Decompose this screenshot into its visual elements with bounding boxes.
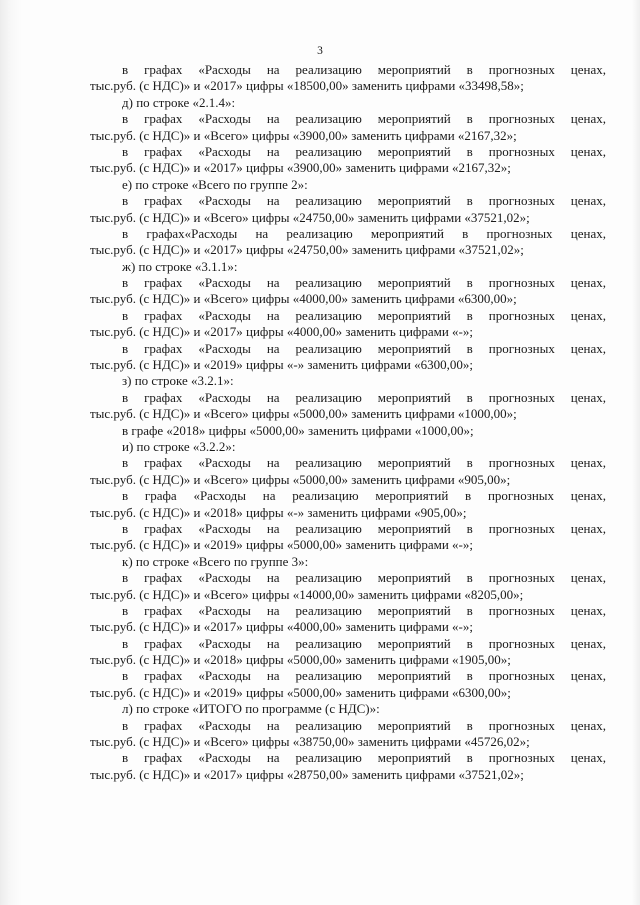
text-line: тыс.руб. (с НДС)» и «Всего» цифры «5000,00» заменить цифрами «905,00»; (90, 471, 511, 487)
text-line: в графах«Расходы на реализацию мероприятий в прогнозных ценах, (122, 225, 606, 241)
text-line: з) по строке «3.2.1»: (122, 373, 234, 389)
text-line: в графах «Расходы на реализацию мероприятий в прогнозных ценах, (122, 62, 606, 77)
text-line: в графах «Расходы на реализацию мероприятий в прогнозных ценах, (122, 602, 606, 618)
text-line: л) по строке «ИТОГО по программе (с НДС)»: (122, 701, 380, 717)
text-line: тыс.руб. (с НДС)» и «2018» цифры «-» заменить цифрами «905,00»; (90, 504, 467, 520)
text-line: в графах «Расходы на реализацию мероприятий в прогнозных ценах, (122, 635, 606, 651)
text-line: тыс.руб. (с НДС)» и «Всего» цифры «3900,00» заменить цифрами «2167,32»; (90, 127, 517, 143)
text-line: в графах «Расходы на реализацию мероприятий в прогнозных ценах, (122, 750, 606, 766)
text-line: тыс.руб. (с НДС)» и «2019» цифры «5000,00» заменить цифрами «-»; (90, 537, 473, 553)
text-line: ж) по строке «3.1.1»: (122, 258, 238, 274)
text-line: в графах «Расходы на реализацию мероприятий в прогнозных ценах, (122, 717, 606, 733)
page-number: 3 (317, 45, 323, 57)
text-line: в графах «Расходы на реализацию мероприятий в прогнозных ценах, (122, 668, 606, 684)
text-line: тыс.руб. (с НДС)» и «Всего» цифры «38750,00» заменить цифрами «45726,02»; (90, 734, 530, 750)
text-line: тыс.руб. (с НДС)» и «2017» цифры «28750,00» заменить цифрами «37521,02»; (90, 766, 524, 782)
text-line: е) по строке «Всего по группе 2»: (122, 176, 308, 192)
text-line: в графах «Расходы на реализацию мероприятий в прогнозных ценах, (122, 340, 606, 356)
text-line: тыс.руб. (с НДС)» и «Всего» цифры «14000,00» заменить цифрами «8205,00»; (90, 586, 524, 602)
text-line: тыс.руб. (с НДС)» и «Всего» цифры «24750,00» заменить цифрами «37521,02»; (90, 209, 530, 225)
text-line: тыс.руб. (с НДС)» и «2017» цифры «4000,00» заменить цифрами «-»; (90, 324, 473, 340)
text-line: в графах «Расходы на реализацию мероприятий в прогнозных ценах, (122, 455, 606, 471)
text-line: тыс.руб. (с НДС)» и «Всего» цифры «4000,00» заменить цифрами «6300,00»; (90, 291, 517, 307)
document-body (90, 62, 606, 783)
text-line: в графа «Расходы на реализацию мероприятий в прогнозных ценах, (122, 488, 606, 504)
text-line: в графах «Расходы на реализацию мероприятий в прогнозных ценах, (122, 520, 606, 536)
text-line: д) по строке «2.1.4»: (122, 94, 236, 110)
text-line: в графах «Расходы на реализацию мероприятий в прогнозных ценах, (122, 570, 606, 586)
text-line: в графах «Расходы на реализацию мероприятий в прогнозных ценах, (122, 143, 606, 159)
text-line: к) по строке «Всего по группе 3»: (122, 553, 309, 569)
text-line: тыс.руб. (с НДС)» и «2017» цифры «24750,00» заменить цифрами «37521,02»; (90, 242, 524, 258)
text-line: в графах «Расходы на реализацию мероприятий в прогнозных ценах, (122, 389, 606, 405)
text-line: тыс.руб. (с НДС)» и «2017» цифры «3900,00» заменить цифрами «2167,32»; (90, 160, 511, 176)
text-line: в графах «Расходы на реализацию мероприятий в прогнозных ценах, (122, 111, 606, 127)
scan-shadow-left (0, 0, 22, 905)
text-line: тыс.руб. (с НДС)» и «Всего» цифры «5000,00» заменить цифрами «1000,00»; (90, 406, 517, 422)
text-line: в графах «Расходы на реализацию мероприятий в прогнозных ценах, (122, 307, 606, 323)
text-line: тыс.руб. (с НДС)» и «2017» цифры «4000,00» заменить цифрами «-»; (90, 619, 473, 635)
text-line: и) по строке «3.2.2»: (122, 438, 236, 454)
text-line: тыс.руб. (с НДС)» и «2019» цифры «-» заменить цифрами «6300,00»; (90, 357, 473, 373)
text-line: в графе «2018» цифры «5000,00» заменить цифрами «1000,00»; (122, 422, 474, 438)
text-line: тыс.руб. (с НДС)» и «2017» цифры «18500,00» заменить цифрами «33498,58»; (90, 78, 524, 94)
text-line: тыс.руб. (с НДС)» и «2019» цифры «5000,00» заменить цифрами «6300,00»; (90, 684, 511, 700)
text-line: тыс.руб. (с НДС)» и «2018» цифры «5000,00» заменить цифрами «1905,00»; (90, 652, 511, 668)
scan-shadow-right (632, 0, 640, 905)
text-line: в графах «Расходы на реализацию мероприятий в прогнозных ценах, (122, 193, 606, 209)
text-line: в графах «Расходы на реализацию мероприятий в прогнозных ценах, (122, 275, 606, 291)
